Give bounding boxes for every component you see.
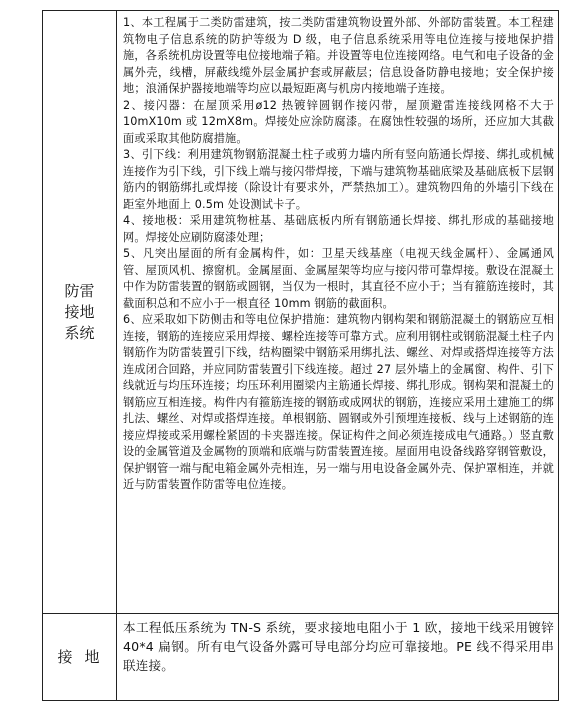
clause-5-roof-metal: 5、凡突出屋面的所有金属构件，如：卫星天线基座（电视天线金属杆）、金属通风管、屋顶风机、擦窗机。金属屋面、金属屋架等均应与接闪带可靠焊接。敷设在混凝土中作为防雷装置的钢筋或圆钢，当仅为一根时，其直径不应小于；当有箍筋连接时，其截面积总和不应小于一根直径 10mm 钢筋的截面积。 [123, 247, 554, 310]
category-cell-grounding [43, 614, 117, 701]
category-cell-lightning-protection [43, 11, 117, 614]
category-line: 防雷 [64, 281, 95, 300]
clause-4-earth-electrode: 4、接地极：采用建筑物桩基、基础底板内所有钢筋通长焊接、绑扎形成的基础接地网。焊接处应刷防腐漆处理； [123, 214, 554, 244]
grounding-clause: 本工程低压系统为 TN-S 系统，要求接地电阻小于 1 欧，接地干线采用镀锌 40*4 扁钢。所有电气设备外露可导电部分均应可靠接地。PE 线不得采用串联连接。 [123, 620, 554, 673]
clause-6-side-flash: 6、应采取如下防侧击和等电位保护措施：建筑物内钢构架和钢筋混凝土的钢筋应互相连接，钢筋的连接应采用焊接、螺栓连接等可靠方式。应利用钢柱或钢筋混凝土柱子内钢筋作为防雷装置引下线，结构圈梁中钢筋采用绑扎法、螺丝、对焊或搭焊连接等方法连成闭合回路，并应同防雷装置引下线连接。超过 27 层外墙上的金属窗、构件、引下线就近与均压环连接；均压环利用圈梁内主筋通长焊接、绑扎形成。钢构架和混凝土的钢筋应互相连接。构件内有箍筋连接的钢筋或成网状的钢筋，连接应采用土建施工的绑扎法、螺丝、对焊或搭焊连接。单根钢筋、圆钢或外引预埋连接板、线与上述钢筋的连接应焊接或采用螺栓紧固的卡夹器连接。保证构件之间必须连接成电气通路。）竖直敷设的金属管道及金属物的顶端和底端与防雷装置连接。屋面用电设备线路穿钢管敷设，保护钢管一端与配电箱金属外壳相连，另一端与用电设备金属外壳、保护罩相连，并就近与防雷装置作防雷等电位连接。 [123, 313, 554, 491]
clause-1-general: 1、本工程属于二类防雷建筑，按二类防雷建筑物设置外部、外部防雷装置。本工程建筑物电子信息系统的防护等级为 D 级，电子信息系统采用等电位连接与接地保护措施，各系统机房设置等电位接地端子箱。并设置等电位连接网络。电气和电子设备的金属外壳，线槽，屏蔽线缆外层金属护套或屏蔽层；信息设备防静电接地；安全保护接地；浪涌保护器接地端等均应以最短距离与机房内接地端子连接。 [123, 16, 554, 95]
content-cell-lightning-protection [117, 11, 559, 614]
category-label-grounding: 接地 [57, 647, 112, 666]
spec-table [42, 10, 559, 701]
category-line: 系统 [64, 323, 95, 342]
clause-3-down-conductor: 3、引下线：利用建筑物钢筋混凝土柱子或剪力墙内所有竖向筋通长焊接、绑扎或机械连接作为引下线，引下线上端与接闪带焊接，下端与建筑物基础底梁及基础底板下层钢筋内的钢筋绑扎或焊接（除设计有要求外，严禁热加工）。建筑物四角的外墙引下线在距室外地面上 0.5m 处设测试卡子。 [123, 148, 554, 211]
content-cell-grounding [117, 614, 559, 701]
category-line: 接地 [64, 302, 95, 321]
table-row-lightning-protection [43, 11, 559, 614]
category-label-lightning-protection [64, 281, 94, 344]
clause-2-air-terminal: 2、接闪器：在屋顶采用ø12 热镀锌圆钢作接闪带，屋顶避雷连接线网格不大于 10mX10m 或 12mX8m。焊接处应涂防腐漆。在腐蚀性较强的场所，还应加大其截面或采取其他防腐措施。 [123, 98, 554, 145]
table-row-grounding [43, 614, 559, 701]
